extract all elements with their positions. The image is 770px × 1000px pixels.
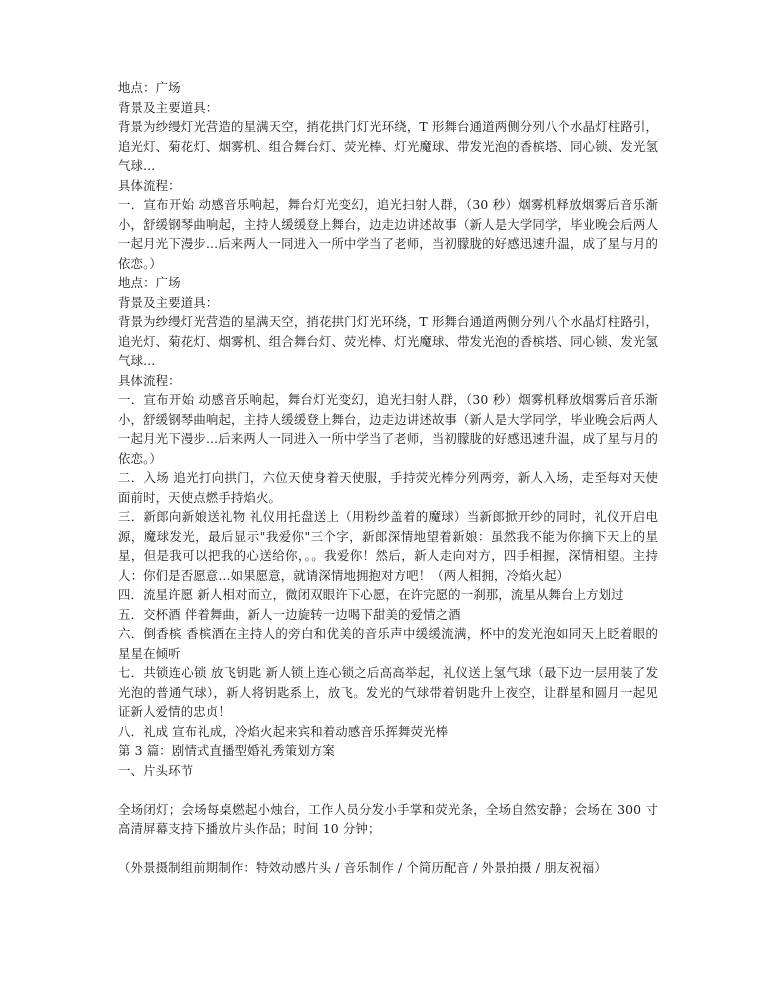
process-heading-repeat: 具体流程：: [118, 372, 181, 388]
document-body: [118, 78, 658, 878]
blank-line: [118, 839, 658, 859]
props-heading-repeat: 背景及主要道具：: [118, 294, 219, 310]
props-paragraph: 背景为纱缦灯光营造的星满天空，捎花拱门灯光环绕，T 形舞台通道两侧分列八个水晶灯柱路引，追光灯、菊花灯、烟雾机、组合舞台灯、荧光棒、灯光魔球、带发光泡的香槟塔、同心锁、发光氢气球...: [118, 119, 658, 173]
step-4-paragraph: 四．流星许愿 新人相对而立，微闭双眼许下心愿，在许完愿的一刹那，流星从舞台上方划过: [118, 587, 624, 602]
blank-line: [118, 780, 658, 800]
step-3-paragraph: 三．新郎向新娘送礼物 礼仪用托盘送上（用粉纱盖着的魔球）当新郎掀开纱的同时，礼仪开启电源，魔球发光，最后显示"我爱你"三个字，新郎深情地望着新娘：虽然我不能为你摘下天上的星星，但是我可以把我的心送给你，。。我爱你！然后，新人走向对方，四手相握，深情相望。主持人：你们是否愿意...如果愿意，就请深情地拥抱对方吧！（两人相拥，冷焰火起）: [118, 509, 658, 583]
process-heading: 具体流程：: [118, 177, 181, 193]
step-2-paragraph: 二．入场 追光打向拱门，六位天使身着天使服，手持荧光棒分列两旁，新人入场，走至每对天使面前时，天使点燃手持焰火。: [118, 470, 658, 505]
step-1-paragraph-repeat: 一．宣布开始 动感音乐响起，舞台灯光变幻，追光扫射人群，（30 秒）烟雾机释放烟雾后音乐渐小，舒缓钢琴曲响起，主持人缓缓登上舞台，边走边讲述故事（新人是大学同学，毕业晚会后两人一起月光下漫步...后来两人一同进入一所中学当了老师，当初朦胧的好感迅速升温，成了星与月的依恋。）: [118, 392, 658, 466]
step-1-paragraph: 一．宣布开始 动感音乐响起，舞台灯光变幻，追光扫射人群，（30 秒）烟雾机释放烟雾后音乐渐小，舒缓钢琴曲响起，主持人缓缓登上舞台，边走边讲述故事（新人是大学同学，毕业晚会后两人一起月光下漫步...后来两人一同进入一所中学当了老师，当初朦胧的好感迅速升温，成了星与月的依恋。）: [118, 197, 658, 271]
step-5-paragraph: 五．交杯酒 伴着舞曲，新人一边旋转一边喝下甜美的爱情之酒: [118, 606, 461, 622]
step-8-paragraph: 八．礼成 宣布礼成，冷焰火起来宾和着动感音乐挥舞荧光棒: [118, 723, 449, 739]
props-paragraph-repeat: 背景为纱缦灯光营造的星满天空，捎花拱门灯光环绕，T 形舞台通道两侧分列八个水晶灯柱路引，追光灯、菊花灯、烟雾机、组合舞台灯、荧光棒、灯光魔球、带发光泡的香槟塔、同心锁、发光氢气球...: [118, 314, 658, 368]
step-7-paragraph: 七．共锁连心锁 放飞钥匙 新人锁上连心锁之后高高举起，礼仪送上氢气球（最下边一层用装了发光泡的普通气球），新人将钥匙系上，放飞。发光的气球带着钥匙升上夜空，让群星和圆月一起见证新人爱情的忠贞！: [118, 665, 658, 719]
step-6-paragraph: 六．倒香槟 香槟酒在主持人的旁白和优美的音乐声中缓缓流满，杯中的发光泡如同天上眨着眼的星星在倾听: [118, 626, 658, 661]
props-heading: 背景及主要道具：: [118, 99, 219, 115]
section-opening-heading: 一、片头环节: [118, 762, 194, 778]
location-line-repeat: 地点：广场: [118, 275, 181, 290]
production-note-paragraph: （外景摄制组前期制作：特效动感片头 / 音乐制作 / 个简历配音 / 外景拍摄 / 朋友祝福）: [118, 860, 607, 875]
location-line: 地点：广场: [118, 80, 181, 95]
chapter-3-title: 第 3 篇：剧情式直播型婚礼秀策划方案: [118, 743, 335, 758]
opening-description-paragraph: 全场闭灯；会场每桌燃起小烛台，工作人员分发小手掌和荧光条，全场自然安静；会场在 300 寸高清屏幕支持下播放片头作品；时间 10 分钟；: [118, 801, 658, 836]
